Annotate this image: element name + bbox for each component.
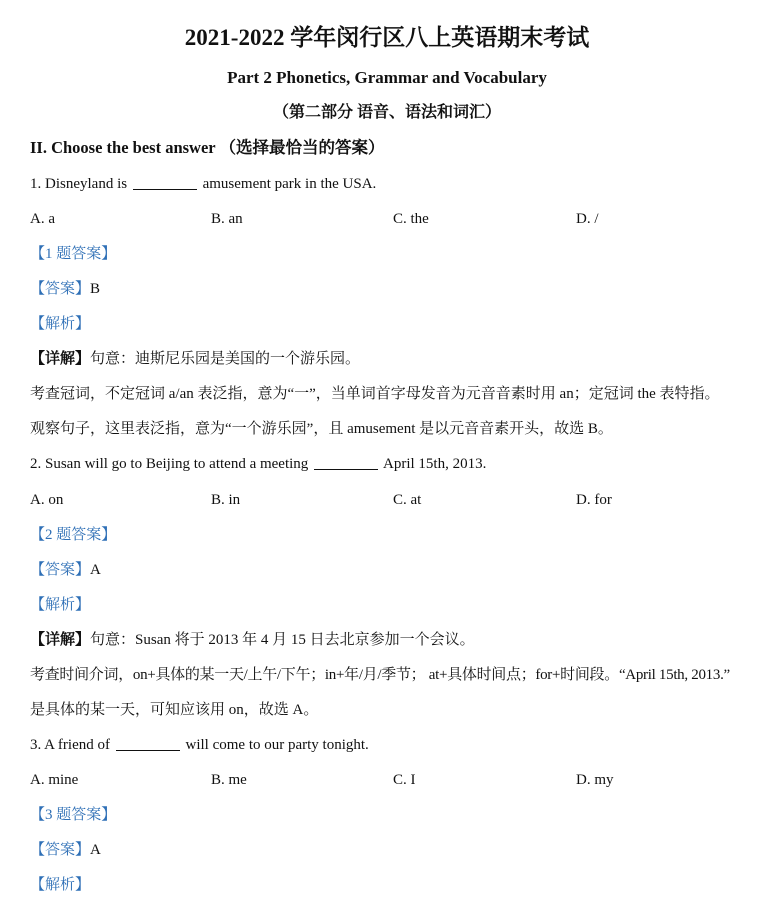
question-2-answer-heading: 【2 题答案】 — [30, 527, 117, 543]
question-2-option-b: B. in — [211, 492, 241, 508]
question-2-option-d: D. for — [576, 492, 612, 508]
question-3-answer-heading: 【3 题答案】 — [30, 807, 117, 823]
question-2-answer — [30, 559, 101, 581]
question-2-detail — [30, 629, 475, 651]
question-1-answer-heading: 【1 题答案】 — [30, 246, 117, 262]
question-1-stem-after: amusement park in the USA. — [202, 176, 377, 192]
question-1-explain-line-1: 考查冠词，不定冠词 a/an 表泛指，意为“一”，当单词首字母发音为元音音素时用 an；定冠词 the 表特指。 — [30, 386, 720, 402]
question-2-explain-line-2: 是具体的某一天，可知应该用 on，故选 A。 — [30, 702, 319, 718]
part-heading-cn: （第二部分 语音、语法和词汇） — [272, 104, 501, 121]
detail-text: 句意：迪斯尼乐园是美国的一个游乐园。 — [90, 351, 361, 367]
question-3-option-a: A. mine — [30, 772, 79, 788]
question-3-option-c: C. I — [393, 772, 416, 788]
question-3-option-b: B. me — [211, 772, 247, 788]
question-1-stem-before: 1. Disneyland is — [30, 176, 128, 192]
question-3-stem-after: will come to our party tonight. — [185, 737, 369, 753]
question-2-analysis-label: 【解析】 — [30, 597, 91, 613]
answer-value: B — [90, 281, 101, 297]
question-1-analysis-label: 【解析】 — [30, 316, 91, 332]
question-3-answer — [30, 839, 101, 861]
question-2-stem-after: April 15th, 2013. — [383, 456, 487, 472]
part-heading: Part 2 Phonetics, Grammar and Vocabulary — [227, 68, 547, 87]
detail-label: 【详解】 — [30, 351, 91, 367]
answer-label: 【答案】 — [30, 842, 91, 858]
answer-value: A — [90, 562, 101, 578]
question-2-stem-before: 2. Susan will go to Beijing to attend a meeting — [30, 456, 309, 472]
answer-label: 【答案】 — [30, 562, 91, 578]
question-1-option-c: C. the — [393, 211, 429, 227]
question-1-blank — [133, 175, 197, 190]
document-title: 2021-2022 学年闵行区八上英语期末考试 — [184, 25, 590, 50]
question-3-stem-before: 3. A friend of — [30, 737, 110, 753]
question-3-analysis-label: 【解析】 — [30, 877, 91, 893]
question-3-stem — [30, 734, 369, 756]
question-1-detail — [30, 348, 360, 370]
answer-value: A — [90, 842, 101, 858]
question-2-explain-line-1: 考查时间介词，on+具体的某一天/上午/下午；in+年/月/季节； at+具体时间点；for+时间段。“April 15th, 2013.” — [30, 667, 730, 683]
question-2-option-c: C. at — [393, 492, 422, 508]
question-1-stem — [30, 173, 376, 195]
question-3-blank — [116, 736, 180, 751]
question-1-option-d: D. / — [576, 211, 599, 227]
detail-label: 【详解】 — [30, 632, 91, 648]
question-2-blank — [314, 455, 378, 470]
question-1-option-a: A. a — [30, 211, 55, 227]
question-1-explain-line-2: 观察句子，这里表泛指，意为“一个游乐园”，且 amusement 是以元音音素开头，故选 B。 — [30, 421, 613, 437]
detail-text: 句意：Susan 将于 2013 年 4 月 15 日去北京参加一个会议。 — [90, 632, 475, 648]
section-heading: II. Choose the best answer （选择最恰当的答案） — [30, 138, 385, 157]
question-1-option-b: B. an — [211, 211, 243, 227]
question-1-answer — [30, 278, 100, 300]
answer-label: 【答案】 — [30, 281, 91, 297]
question-2-stem — [30, 453, 486, 475]
question-3-option-d: D. my — [576, 772, 614, 788]
question-2-option-a: A. on — [30, 492, 64, 508]
